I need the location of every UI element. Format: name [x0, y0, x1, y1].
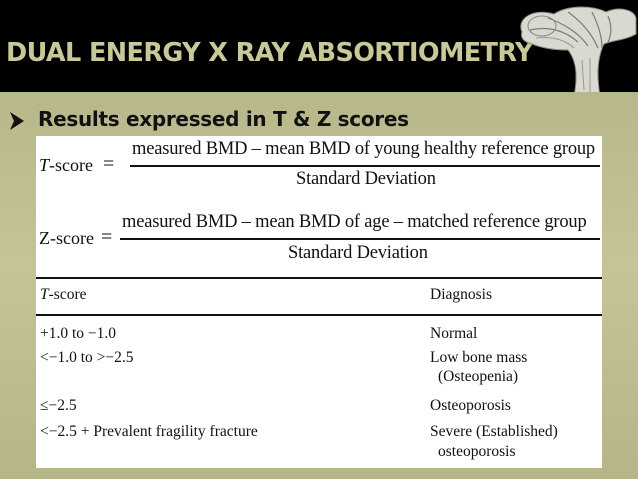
bullet-text: Results expressed in T & Z scores: [38, 107, 409, 131]
row-diagnosis: Normal: [430, 325, 478, 342]
row-tscore: ≤−2.5: [40, 397, 77, 414]
z-score-label: Z-score: [39, 228, 94, 248]
t-score-label: [39, 155, 93, 176]
table-header-tscore: [40, 286, 87, 304]
row-diagnosis: Severe (Established): [430, 423, 558, 440]
table-top-rule: [36, 277, 602, 279]
table-header-diagnosis: Diagnosis: [430, 286, 492, 303]
slide-header: [0, 0, 638, 92]
t-score-denominator: Standard Deviation: [296, 169, 436, 189]
z-score-numerator: measured BMD – mean BMD of age – matched reference group: [122, 212, 587, 232]
t-score-suffix: -score: [49, 155, 93, 175]
t-score-fraction-bar: [130, 165, 600, 167]
row-diagnosis: Low bone mass: [430, 349, 528, 366]
table-header-t-suffix: -score: [48, 286, 87, 303]
slide-title: DUAL ENERGY X RAY ABSORTIOMETRY: [6, 38, 533, 68]
femur-bone-illustration: [508, 0, 638, 96]
arrow-bullet-icon: [9, 111, 25, 131]
row-tscore: <−1.0 to >−2.5: [40, 349, 134, 366]
bmd-score-card: [36, 136, 602, 468]
z-score-formula: [36, 210, 602, 280]
row-tscore: <−2.5 + Prevalent fragility fracture: [40, 423, 258, 440]
z-score-denominator: Standard Deviation: [288, 243, 428, 263]
z-score-equals: =: [101, 226, 113, 248]
row-diagnosis-line2: (Osteopenia): [438, 368, 519, 385]
row-tscore: +1.0 to −1.0: [40, 325, 117, 342]
t-score-equals: =: [103, 153, 115, 175]
t-score-numerator: measured BMD – mean BMD of young healthy reference group: [132, 139, 595, 159]
table-header-rule: [36, 314, 602, 316]
row-diagnosis: Osteoporosis: [430, 397, 511, 414]
row-diagnosis-line2: osteoporosis: [438, 443, 516, 460]
z-score-fraction-bar: [120, 238, 600, 240]
bullet-item: [4, 107, 634, 135]
t-score-letter: T: [39, 155, 50, 175]
slide-body: [0, 92, 638, 479]
t-score-formula: [36, 139, 602, 209]
table-header-t-letter: T: [40, 286, 49, 303]
